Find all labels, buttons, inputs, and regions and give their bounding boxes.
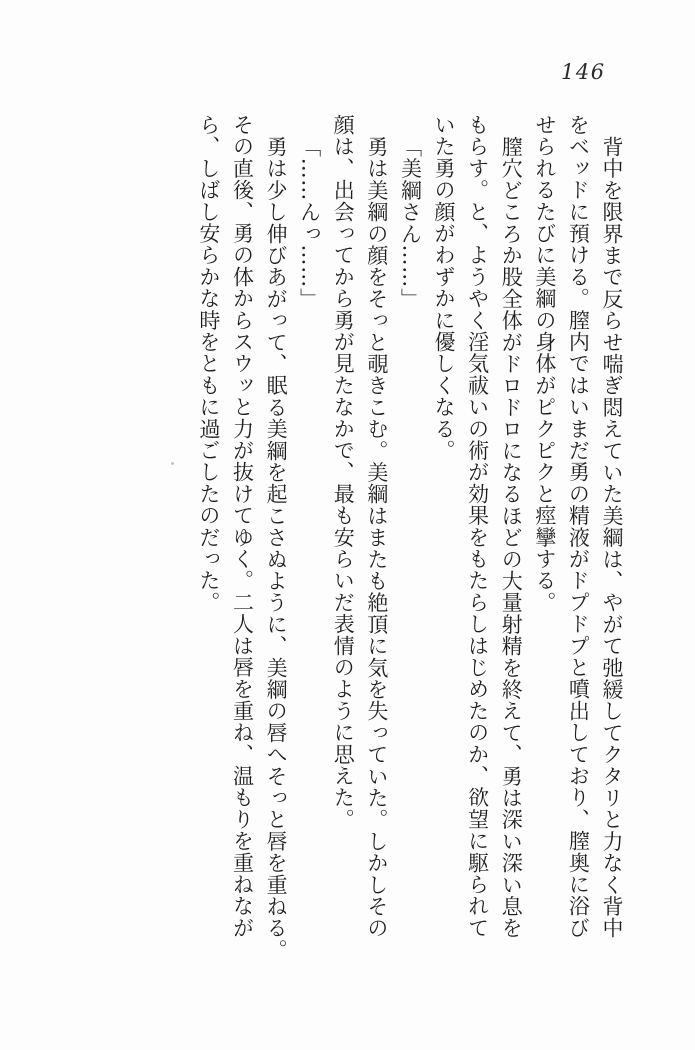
text-line: せられるたびに美綱の身体がピクピクと痙攣する。 <box>532 114 557 614</box>
scan-speck <box>171 462 174 465</box>
text-line: 背中を限界まで反らせ喘ぎ悶えていた美綱は、やがて弛緩してクタリと力なく背中 <box>600 135 624 939</box>
text-line: をベッドに預ける。膣内ではいまだ勇の精液がドプドプと噴出しており、膣奥に浴び <box>566 114 591 939</box>
text-line: 顔は、出会ってから勇が見たなかで、最も安らいだ表情のように思えた。 <box>331 114 356 831</box>
body-text-block <box>191 114 628 966</box>
text-line: 「美綱さん……」 <box>398 135 423 310</box>
text-line: 「……んっ……」 <box>297 135 322 310</box>
text-line: その直後、勇の体からスウッと力が抜けてゆく。二人は唇を重ね、温もりを重ねなが <box>230 114 255 939</box>
text-line: 膣穴どころか股全体がドロドロになるほどの大量射精を終えて、勇は深い深い息を <box>499 135 524 939</box>
text-line: もらす。と、ようやく淫気祓いの術が効果をもたらしはじめたのか、欲望に駆られて <box>465 114 490 939</box>
page-number: 146 <box>561 60 606 84</box>
text-line: いた勇の顔がわずかに優しくなる。 <box>432 114 457 462</box>
text-line: ら、しばし安らかな時をともに過ごしたのだった。 <box>196 114 221 614</box>
text-line: 勇は美綱の顔をそっと覗きこむ。美綱はまたも絶頂に気を失っていた。しかしその <box>364 135 389 939</box>
text-line: 勇は少し伸びあがって、眠る美綱を起こさぬように、美綱の唇へそっと唇を重ねる。 <box>264 135 289 961</box>
